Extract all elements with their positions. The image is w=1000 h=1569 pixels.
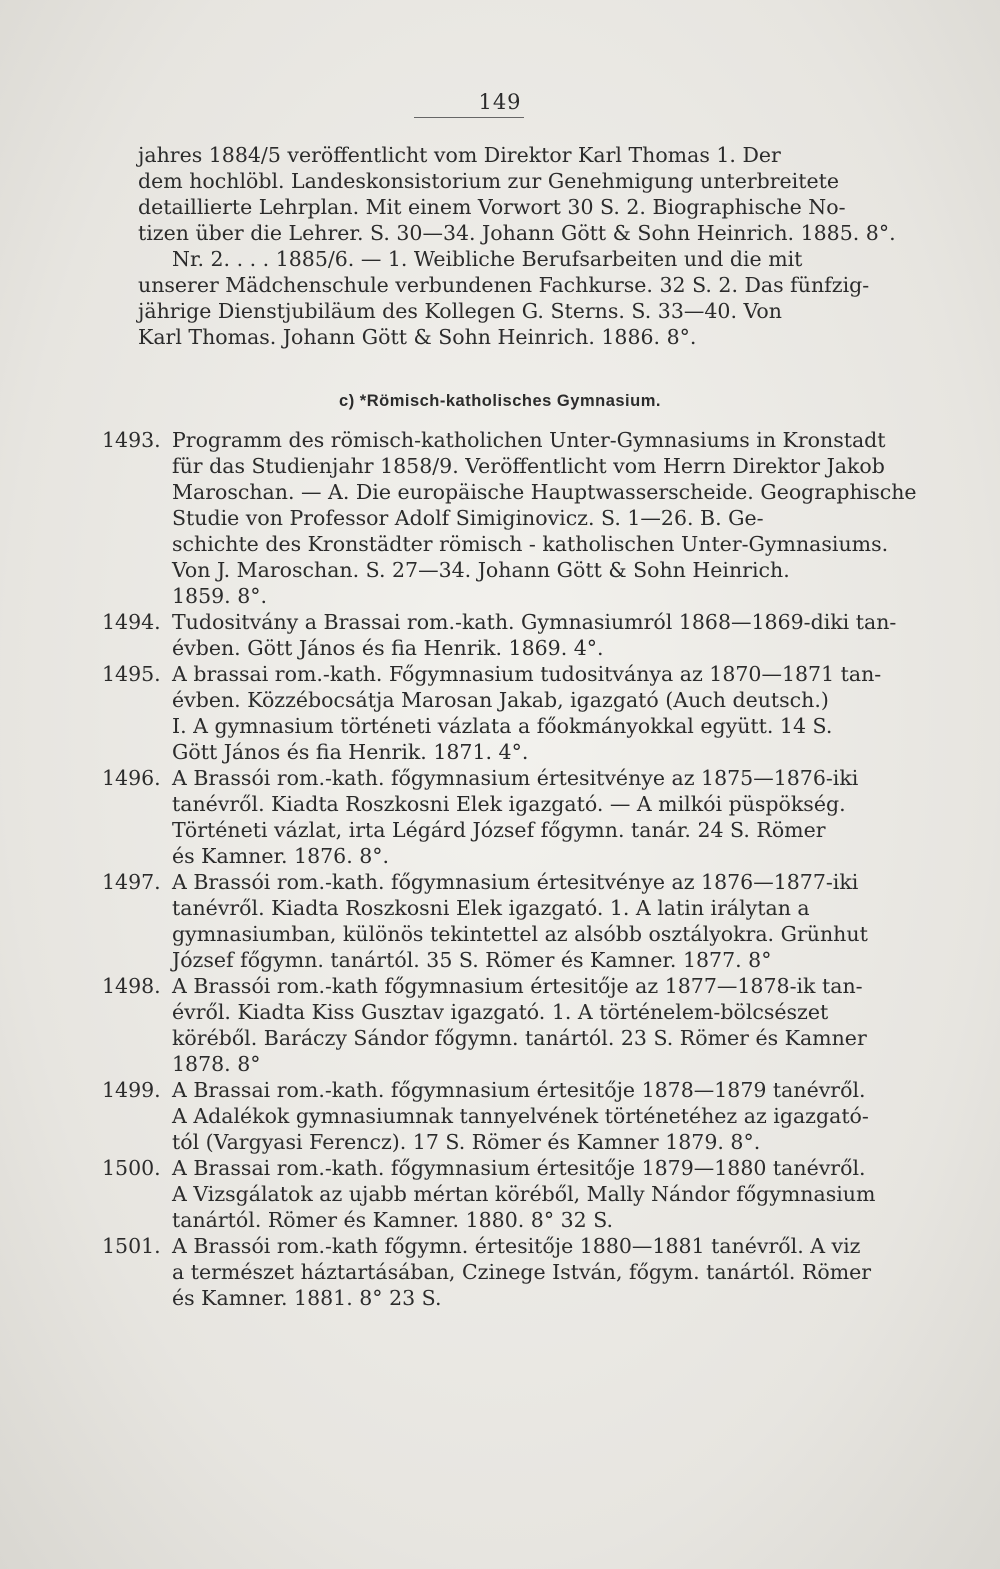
- entry-item: [102, 765, 859, 869]
- entry-item: [102, 1077, 869, 1155]
- entry-text: és Kamner. 1881. 8° 23 S.: [172, 1286, 442, 1310]
- entry-text: A Brassai rom.-kath. főgymnasium értesitője 1878—1879 tanévről.: [172, 1078, 866, 1102]
- entry-text: A Brassói rom.-kath főgymnasium értesitője az 1877—1878-ik tan-: [172, 974, 863, 998]
- entry-item: [102, 973, 867, 1077]
- entry-text: és Kamner. 1876. 8°.: [172, 844, 390, 868]
- text-line: jahres 1884/5 veröffentlicht vom Direktor Karl Thomas 1. Der: [138, 143, 781, 167]
- entry-text: Studie von Professor Adolf Simiginovicz. S. 1—26. B. Ge-: [172, 506, 764, 530]
- entry-line: [110, 1181, 876, 1207]
- entry-line: [110, 1103, 869, 1129]
- entry-text: köréből. Baráczy Sándor főgymn. tanártól. 23 S. Römer és Kamner: [172, 1026, 867, 1050]
- entry-item: [102, 1155, 876, 1233]
- text-line: tizen über die Lehrer. S. 30—34. Johann Gött & Sohn Heinrich. 1885. 8°.: [138, 221, 896, 245]
- bibliography-entries: [102, 427, 917, 1311]
- text-line: dem hochlöbl. Landeskonsistorium zur Genehmigung unterbreitete: [138, 169, 839, 193]
- entry-line: [110, 1025, 867, 1051]
- entry-item: [102, 869, 868, 973]
- entry-line: [110, 531, 889, 557]
- entry-line: [110, 843, 850, 869]
- section-heading: c) *Römisch-katholisches Gymnasium.: [339, 392, 661, 410]
- entry-text: tól (Vargyasi Ferencz). 17 S. Römer és Kamner 1879. 8°.: [172, 1130, 761, 1154]
- intro-paragraph: [110, 142, 896, 350]
- entry-text: évről. Kiadta Kiss Gusztav igazgató. 1. A történelem-bölcsészet: [172, 1000, 829, 1024]
- entry-line: [102, 427, 886, 453]
- entry-item: [102, 427, 917, 609]
- entry-line: [110, 557, 850, 583]
- entry-line: [102, 1077, 866, 1103]
- entry-line: [110, 895, 850, 921]
- text-line: detaillierte Lehrplan. Mit einem Vorwort 30 S. 2. Biographische No-: [138, 195, 846, 219]
- text-line: Nr. 2. . . . 1885/6. — 1. Weibliche Berufsarbeiten und die mit: [172, 247, 803, 271]
- entry-text: évben. Gött János és fia Henrik. 1869. 4°.: [172, 636, 604, 660]
- entry-line: [102, 869, 859, 895]
- entry-line: [110, 791, 850, 817]
- entry-line: [102, 661, 882, 687]
- entry-line: [102, 973, 863, 999]
- entry-line: [110, 505, 850, 531]
- entry-line: [102, 765, 859, 791]
- entry-text: I. A gymnasium történeti vázlata a főokmányokkal együtt. 14 S.: [172, 714, 833, 738]
- entry-line: [102, 609, 897, 635]
- entry-text: A Brassai rom.-kath. főgymnasium értesitője 1879—1880 tanévről.: [172, 1156, 866, 1180]
- entry-number: 1496.: [102, 766, 161, 790]
- entry-text: a természet háztartásában, Czinege István, főgym. tanártól. Römer: [172, 1260, 872, 1284]
- entry-number: 1495.: [102, 662, 161, 686]
- entry-number: 1498.: [102, 974, 161, 998]
- entry-number: 1493.: [102, 428, 161, 452]
- entry-text: gymnasiumban, különös tekintettel az alsóbb osztályokra. Grünhut: [172, 922, 868, 946]
- text-line: Karl Thomas. Johann Gött & Sohn Heinrich. 1886. 8°.: [138, 325, 697, 349]
- entry-line: [102, 1233, 861, 1259]
- entry-text: schichte des Kronstädter römisch - katholischen Unter-Gymnasiums.: [172, 532, 889, 556]
- entry-item: [102, 1233, 872, 1311]
- entry-line: [110, 687, 850, 713]
- entry-line: [102, 1155, 866, 1181]
- entry-text: A Brassói rom.-kath. főgymnasium értesitvénye az 1875—1876-iki: [172, 766, 859, 790]
- entry-text: Történeti vázlat, irta Légárd József főgymn. tanár. 24 S. Römer: [172, 818, 826, 842]
- entry-text: Maroschan. — A. Die europäische Hauptwasserscheide. Geographische: [172, 480, 917, 504]
- entry-line: [110, 583, 850, 609]
- entry-number: 1500.: [102, 1156, 161, 1180]
- entry-line: [110, 1207, 850, 1233]
- entry-text: 1859. 8°.: [172, 584, 268, 608]
- entry-line: [110, 453, 885, 479]
- entry-text: A Brassói rom.-kath. főgymnasium értesitvénye az 1876—1877-iki: [172, 870, 859, 894]
- entry-line: [110, 479, 917, 505]
- entry-line: [110, 1259, 872, 1285]
- entry-text: József főgymn. tanártól. 35 S. Römer és Kamner. 1877. 8°: [172, 948, 772, 972]
- entry-item: [102, 609, 897, 661]
- entry-item: [102, 661, 882, 765]
- page-number: 149: [478, 90, 522, 114]
- entry-text: A Adalékok gymnasiumnak tannyelvének történetéhez az igazgató-: [172, 1104, 869, 1128]
- entry-line: [110, 1129, 850, 1155]
- entry-line: [110, 947, 850, 973]
- entry-number: 1497.: [102, 870, 161, 894]
- entry-text: A Brassói rom.-kath főgymn. értesitője 1880—1881 tanévről. A viz: [172, 1234, 861, 1258]
- entry-text: Von J. Maroschan. S. 27—34. Johann Gött & Sohn Heinrich.: [172, 558, 790, 582]
- entry-line: [110, 713, 850, 739]
- entry-text: tanévről. Kiadta Roszkosni Elek igazgató. 1. A latin irálytan a: [172, 896, 810, 920]
- entry-line: [110, 921, 868, 947]
- text-line: unserer Mädchenschule verbundenen Fachkurse. 32 S. 2. Das fünfzig-: [138, 273, 870, 297]
- entry-line: [110, 739, 850, 765]
- entry-number: 1494.: [102, 610, 161, 634]
- entry-line: [110, 817, 850, 843]
- header-rule: [414, 117, 524, 118]
- entry-text: A Vizsgálatok az ujabb mértan köréből, Mally Nándor főgymnasium: [172, 1182, 876, 1206]
- text-line: jährige Dienstjubiläum des Kollegen G. Sterns. S. 33—40. Von: [138, 299, 782, 323]
- entry-text: évben. Közzébocsátja Marosan Jakab, igazgató (Auch deutsch.): [172, 688, 829, 712]
- entry-text: Programm des römisch-katholichen Unter-Gymnasiums in Kronstadt: [172, 428, 886, 452]
- entry-text: tanártól. Römer és Kamner. 1880. 8° 32 S.: [172, 1208, 614, 1232]
- entry-line: [110, 1285, 850, 1311]
- entry-text: Gött János és fia Henrik. 1871. 4°.: [172, 740, 529, 764]
- entry-number: 1501.: [102, 1234, 161, 1258]
- entry-text: für das Studienjahr 1858/9. Veröffentlicht vom Herrn Direktor Jakob: [172, 454, 885, 478]
- entry-number: 1499.: [102, 1078, 161, 1102]
- entry-line: [110, 635, 850, 661]
- entry-text: Tudositvány a Brassai rom.-kath. Gymnasiumról 1868—1869-diki tan-: [172, 610, 897, 634]
- entry-text: 1878. 8°: [172, 1052, 261, 1076]
- entry-line: [110, 1051, 850, 1077]
- entry-text: tanévről. Kiadta Roszkosni Elek igazgató. — A milkói püspökség.: [172, 792, 846, 816]
- entry-line: [110, 999, 850, 1025]
- entry-text: A brassai rom.-kath. Főgymnasium tudositványa az 1870—1871 tan-: [172, 662, 882, 686]
